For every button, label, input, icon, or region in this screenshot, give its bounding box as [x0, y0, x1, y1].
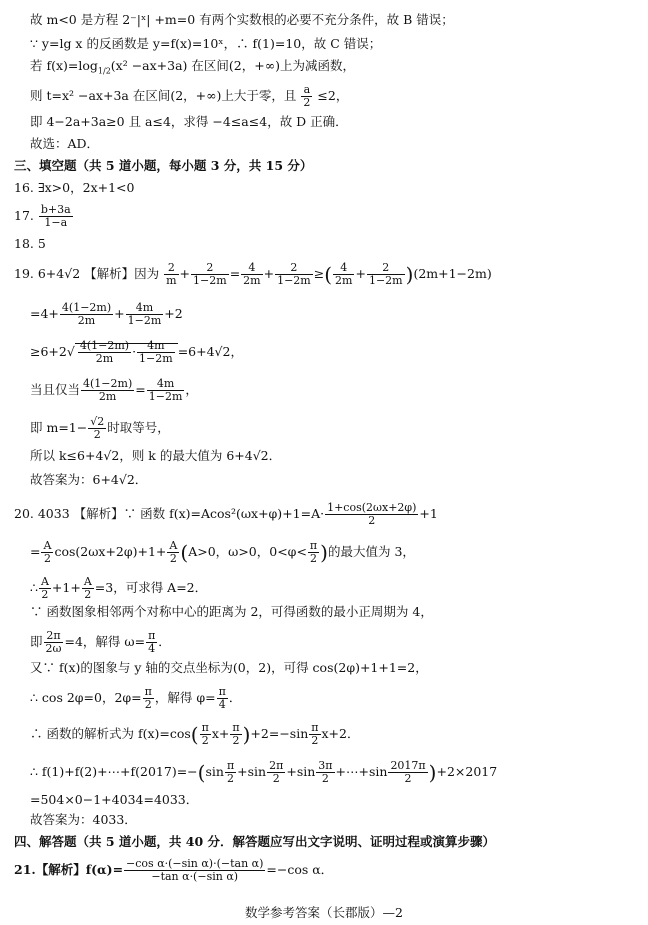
text-line: 则 t=x² −ax+3a 在区间(2，+∞)上大于零，且 $\frac{a}{2}$ ≤2，: [30, 83, 349, 109]
text-line: 即 $\frac{2\pi}{2\omega}$ =4，解得 ω= $\frac{\pi}{4}$ ．: [30, 629, 171, 655]
section-heading: 四、解答题（共 5 道小题，共 40 分．解答题应写出文字说明、证明过程或演算步骤）: [14, 834, 496, 849]
text-line: 若 $f(x)=\log_{1/2}(x^2 -ax+3a)$ 在区间(2，+∞)上为减函数，: [30, 58, 355, 76]
fraction: $\frac{a}{2}$: [303, 83, 311, 109]
text-line: ∴ $\frac{A}{2}$ +1+ $\frac{A}{2}$ =3，可求得 A=2．: [30, 575, 208, 601]
text-line: ∵ y=lg x 的反函数是 y=f(x)=10ˣ，∴ f(1)=10，故 C 错误；: [30, 36, 382, 51]
text-line: 17. $\frac{b+3a}{1-a}$: [14, 203, 71, 229]
text-line: 当且仅当 $\frac{4(1-2m)}{2m}$ = $\frac{4m}{1-2m}$ ，: [30, 377, 198, 403]
section-heading: 三、填空题（共 5 道小题，每小题 3 分，共 15 分）: [14, 158, 313, 173]
text-line: ∴ 函数的解析式为 f(x)=cos( $\frac{\pi}{2}$ x+ $\frac{\pi}{2}$ )+2=−sin $\frac{\pi}{2}$ x+2．: [30, 721, 360, 747]
text-line: ≥6+2√ $\frac{4(1-2m)}{2m}$ · $\frac{4m}{1-2m}$ =6+4√2，: [30, 339, 243, 365]
text-line: ∴ cos 2φ=0，2φ= $\frac{\pi}{2}$ ，解得 φ= $\frac{\pi}{4}$ ．: [30, 685, 242, 711]
text-line: 16. ∃x>0，2x+1<0: [14, 180, 135, 195]
text-line: 18. 5: [14, 236, 46, 251]
page-footer: 数学参考答案（长郡版）—2: [245, 905, 403, 920]
text-line: ∵ 函数图象相邻两个对称中心的距离为 2，可得函数的最小正周期为 4，: [30, 604, 433, 619]
text-line: 故答案为：4033．: [30, 812, 137, 827]
text-line: 即 4−2a+3a≥0 且 a≤4，求得 −4≤a≤4，故 D 正确．: [30, 114, 348, 129]
text-line: 故答案为：6+4√2．: [30, 472, 148, 487]
text-line: ∴ f(1)+f(2)+⋯+f(2017)=−(sin $\frac{\pi}{2}$ +sin $\frac{2\pi}{2}$ +sin $\frac{3\pi}{2}$ +⋯+sin $\frac{2017\pi}{2}$ )+2×2017: [30, 759, 498, 785]
text-line: 20. 4033 【解析】∵ 函数 f(x)=Acos²(ωx+φ)+1=A· $\frac{1+\cos(2\omega x+2\varphi)}{2}$ +1: [14, 501, 438, 527]
text-line: 19. 6+4√2 【解析】因为 $\frac{2}{m}$ + $\frac{2}{1-2m}$ = $\frac{4}{2m}$ + $\frac{2}{1-2m}$ ≥( $\frac{4}{2m}$ + $\frac{2}{1-2m}$ )(2m+1−2m): [14, 261, 492, 287]
text-line: 故选：AD．: [30, 136, 100, 151]
text-line: 故 m<0 是方程 2⁻|ˣ| +m=0 有两个实数根的必要不充分条件，故 B 错误；: [30, 12, 454, 27]
text-line: 即 m=1− $\frac{√2}{2}$ 时取等号，: [30, 415, 170, 441]
text-line: =504×0−1+4034=4033．: [30, 792, 199, 807]
text-line: 又∵ f(x)的图象与 y 轴的交点坐标为(0，2)，可得 cos(2φ)+1+1=2，: [30, 660, 428, 675]
text-line: 所以 k≤6+4√2，则 k 的最大值为 6+4√2．: [30, 448, 282, 463]
text-line: =4+ $\frac{4(1-2m)}{2m}$ + $\frac{4m}{1-2m}$ +2: [30, 301, 183, 327]
fraction: $\frac{b+3a}{1-a}$: [40, 203, 71, 229]
text-line: 21.【解析】f(α)= $\frac{\text{−cos α·(−sin α)·(−tan α)}}{\text{−tan α·(−sin α)}}$ =−cos α．: [14, 857, 334, 883]
text-line: = $\frac{A}{2}$ cos(2ωx+2φ)+1+ $\frac{A}{2}$ (A>0，ω>0，0<φ< $\frac{\pi}{2}$ )的最大值为 3，: [30, 539, 415, 565]
